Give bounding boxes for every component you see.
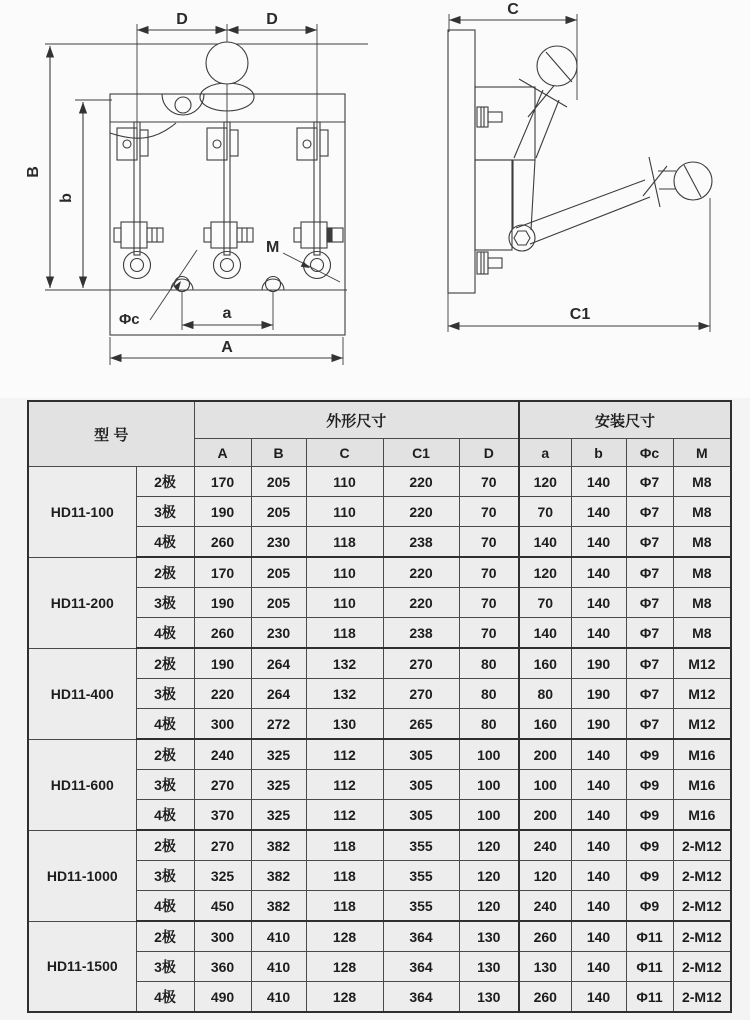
dim-label-C: C [507,1,519,18]
value-cell: 270 [194,770,251,800]
table-row [28,648,731,679]
pole-assembly [114,122,163,279]
value-cell: 110 [306,557,383,588]
model-cell: HD11-200 [28,557,136,648]
value-cell: Φ11 [626,982,673,1013]
dim-label-b: b [58,193,75,203]
header-col-C: C [306,439,383,467]
value-cell: 220 [194,679,251,709]
value-cell: 200 [519,800,571,831]
value-cell: 200 [519,739,571,770]
table-row [28,467,731,497]
value-cell: 220 [383,588,459,618]
value-cell: M16 [673,739,731,770]
model-cell: HD11-100 [28,467,136,558]
header-outline-dimensions: 外形尺寸 [194,401,519,439]
poles-cell: 4极 [136,891,194,922]
spec-table [27,400,732,1013]
value-cell: 128 [306,921,383,952]
value-cell: 190 [194,588,251,618]
value-cell: 364 [383,982,459,1013]
value-cell: 132 [306,679,383,709]
value-cell: 364 [383,921,459,952]
hole-diameter-label: Φc [119,311,140,328]
value-cell: 70 [459,618,519,649]
dim-label-d-left: D [176,11,188,28]
value-cell: 170 [194,467,251,497]
value-cell: 112 [306,800,383,831]
value-cell: 120 [519,861,571,891]
table-row [28,921,731,952]
value-cell: 230 [251,618,306,649]
value-cell: 80 [459,679,519,709]
value-cell: M8 [673,588,731,618]
header-col-b: b [571,439,626,467]
value-cell: 130 [459,952,519,982]
value-cell: 112 [306,739,383,770]
value-cell: 490 [194,982,251,1013]
value-cell: 325 [251,739,306,770]
poles-cell: 2极 [136,467,194,497]
value-cell: 205 [251,497,306,527]
value-cell: 120 [519,557,571,588]
value-cell: 118 [306,618,383,649]
value-cell: 110 [306,588,383,618]
value-cell: 100 [459,770,519,800]
value-cell: M16 [673,800,731,831]
model-cell: HD11-1000 [28,830,136,921]
value-cell: 130 [459,921,519,952]
value-cell: 355 [383,830,459,861]
spec-table-body [28,467,731,1013]
value-cell: 240 [519,891,571,922]
value-cell: 118 [306,891,383,922]
value-cell: M16 [673,770,731,800]
value-cell: 2-M12 [673,830,731,861]
value-cell: M8 [673,527,731,558]
model-cell: HD11-1500 [28,921,136,1012]
dim-label-a: a [222,305,232,322]
value-cell: 132 [306,648,383,679]
value-cell: 140 [571,497,626,527]
value-cell: M8 [673,557,731,588]
value-cell: 120 [459,861,519,891]
value-cell: Φ7 [626,557,673,588]
poles-cell: 3极 [136,588,194,618]
technical-drawing-area [0,0,750,398]
value-cell: 260 [194,527,251,558]
header-col-M: M [673,439,731,467]
value-cell: 2-M12 [673,982,731,1013]
value-cell: 220 [383,497,459,527]
value-cell: 120 [459,830,519,861]
header-col-C1: C1 [383,439,459,467]
value-cell: 140 [519,527,571,558]
value-cell: 355 [383,891,459,922]
value-cell: 2-M12 [673,921,731,952]
value-cell: 270 [194,830,251,861]
poles-cell: 3极 [136,497,194,527]
value-cell: 305 [383,739,459,770]
poles-cell: 3极 [136,679,194,709]
value-cell: 140 [571,982,626,1013]
poles-cell: 4极 [136,709,194,740]
value-cell: 190 [194,497,251,527]
value-cell: Φ7 [626,527,673,558]
value-cell: Φ11 [626,921,673,952]
value-cell: 128 [306,982,383,1013]
value-cell: 140 [571,770,626,800]
value-cell: 80 [459,648,519,679]
value-cell: 264 [251,648,306,679]
value-cell: 100 [519,770,571,800]
poles-cell: 2极 [136,557,194,588]
value-cell: 80 [459,709,519,740]
value-cell: Φ7 [626,588,673,618]
header-col-A: A [194,439,251,467]
poles-cell: 3极 [136,861,194,891]
value-cell: 140 [571,618,626,649]
value-cell: 110 [306,467,383,497]
poles-cell: 2极 [136,739,194,770]
model-cell: HD11-400 [28,648,136,739]
terminal-thread-label: M [266,239,280,256]
value-cell: 410 [251,952,306,982]
value-cell: 325 [194,861,251,891]
value-cell: 140 [571,952,626,982]
value-cell: 70 [459,588,519,618]
value-cell: 205 [251,467,306,497]
value-cell: 100 [459,800,519,831]
poles-cell: 2极 [136,648,194,679]
value-cell: 260 [519,982,571,1013]
value-cell: 140 [519,618,571,649]
header-col-Φc: Φc [626,439,673,467]
model-cell: HD11-600 [28,739,136,830]
value-cell: 240 [194,739,251,770]
value-cell: 140 [571,891,626,922]
dim-label-C1: C1 [569,306,591,323]
value-cell: 140 [571,921,626,952]
header-col-B: B [251,439,306,467]
pole-assembly [204,122,253,279]
pole-assembly [294,122,343,279]
value-cell: 190 [571,679,626,709]
value-cell: 450 [194,891,251,922]
value-cell: Φ9 [626,800,673,831]
header-model: 型 号 [28,401,194,467]
value-cell: 118 [306,830,383,861]
value-cell: 355 [383,861,459,891]
value-cell: 70 [459,467,519,497]
value-cell: 170 [194,557,251,588]
value-cell: 238 [383,527,459,558]
value-cell: 260 [519,921,571,952]
value-cell: 305 [383,800,459,831]
value-cell: 70 [519,588,571,618]
value-cell: 110 [306,497,383,527]
value-cell: 100 [459,739,519,770]
value-cell: 70 [459,527,519,558]
value-cell: 382 [251,830,306,861]
poles-cell: 4极 [136,982,194,1013]
value-cell: Φ7 [626,618,673,649]
poles-cell: 4极 [136,527,194,558]
value-cell: 118 [306,861,383,891]
poles-cell: 3极 [136,770,194,800]
value-cell: 325 [251,800,306,831]
value-cell: 140 [571,527,626,558]
value-cell: 382 [251,891,306,922]
value-cell: 140 [571,588,626,618]
poles-cell: 2极 [136,830,194,861]
value-cell: 118 [306,527,383,558]
value-cell: 190 [571,709,626,740]
value-cell: 410 [251,982,306,1013]
value-cell: 128 [306,952,383,982]
value-cell: 190 [571,648,626,679]
table-row [28,557,731,588]
value-cell: 160 [519,709,571,740]
value-cell: 238 [383,618,459,649]
value-cell: 264 [251,679,306,709]
value-cell: 70 [459,557,519,588]
value-cell: Φ9 [626,739,673,770]
value-cell: 2-M12 [673,861,731,891]
value-cell: Φ9 [626,830,673,861]
value-cell: 260 [194,618,251,649]
value-cell: 140 [571,861,626,891]
header-col-D: D [459,439,519,467]
value-cell: Φ7 [626,648,673,679]
value-cell: 382 [251,861,306,891]
value-cell: 205 [251,588,306,618]
value-cell: Φ7 [626,497,673,527]
value-cell: 270 [383,679,459,709]
value-cell: M12 [673,679,731,709]
value-cell: 140 [571,467,626,497]
side-view [448,14,712,332]
value-cell: Φ7 [626,709,673,740]
value-cell: 140 [571,830,626,861]
header-col-a: a [519,439,571,467]
value-cell: 205 [251,557,306,588]
value-cell: Φ7 [626,679,673,709]
value-cell: 370 [194,800,251,831]
value-cell: 190 [194,648,251,679]
value-cell: 140 [571,557,626,588]
value-cell: 300 [194,709,251,740]
table-row [28,739,731,770]
poles-cell: 4极 [136,800,194,831]
value-cell: 272 [251,709,306,740]
dim-label-B: B [25,166,42,178]
value-cell: M12 [673,648,731,679]
value-cell: 160 [519,648,571,679]
table-row [28,830,731,861]
value-cell: 130 [459,982,519,1013]
value-cell: M12 [673,709,731,740]
value-cell: 112 [306,770,383,800]
poles-cell: 2极 [136,921,194,952]
poles-cell: 4极 [136,618,194,649]
value-cell: 70 [459,497,519,527]
front-view [45,24,368,365]
hd11-switch-drawing [0,0,750,398]
value-cell: 2-M12 [673,952,731,982]
value-cell: 270 [383,648,459,679]
value-cell: 305 [383,770,459,800]
value-cell: 240 [519,830,571,861]
dim-label-A: A [221,339,233,356]
value-cell: 360 [194,952,251,982]
value-cell: Φ9 [626,861,673,891]
value-cell: 220 [383,467,459,497]
value-cell: 2-M12 [673,891,731,922]
value-cell: Φ11 [626,952,673,982]
value-cell: 230 [251,527,306,558]
dim-label-d-right: D [266,11,278,28]
spec-table-header [28,401,731,467]
value-cell: 410 [251,921,306,952]
value-cell: M8 [673,467,731,497]
value-cell: Φ7 [626,467,673,497]
value-cell: 325 [251,770,306,800]
value-cell: 220 [383,557,459,588]
value-cell: 140 [571,739,626,770]
value-cell: 130 [519,952,571,982]
value-cell: M8 [673,618,731,649]
value-cell: M8 [673,497,731,527]
value-cell: Φ9 [626,891,673,922]
value-cell: 70 [519,497,571,527]
value-cell: 265 [383,709,459,740]
header-mounting-dimensions: 安装尺寸 [519,401,731,439]
value-cell: 140 [571,800,626,831]
value-cell: 130 [306,709,383,740]
value-cell: 120 [519,467,571,497]
value-cell: 120 [459,891,519,922]
value-cell: 80 [519,679,571,709]
value-cell: Φ9 [626,770,673,800]
value-cell: 300 [194,921,251,952]
value-cell: 364 [383,952,459,982]
poles-cell: 3极 [136,952,194,982]
